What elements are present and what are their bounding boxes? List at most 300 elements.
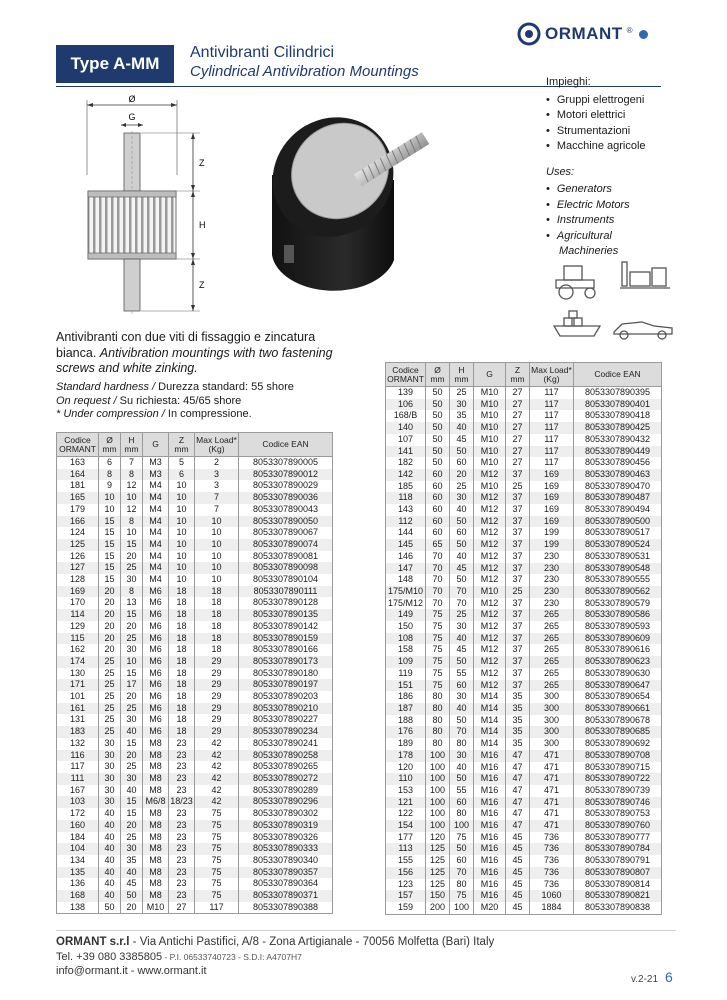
table-cell: 25 [121, 703, 143, 715]
table-cell: 20 [121, 902, 143, 914]
table-cell: 55 [450, 668, 474, 680]
table-cell: 8053307890821 [574, 890, 662, 902]
table-cell: 156 [386, 867, 426, 879]
table-row [386, 902, 662, 914]
table-cell: 100 [426, 785, 450, 797]
table-cell: 42 [195, 761, 239, 773]
table-cell: M16 [474, 762, 506, 774]
table-row [57, 480, 333, 492]
table-cell: 60 [426, 492, 450, 504]
table-cell: 181 [57, 480, 99, 492]
table-cell: 47 [506, 762, 530, 774]
table-cell: 40 [121, 726, 143, 738]
table-cell: 124 [57, 527, 99, 539]
table-cell: 8053307890012 [239, 469, 333, 481]
uses-list-it [546, 93, 646, 155]
table-cell: M3 [143, 469, 169, 481]
note-compression-en: * Under compression / [56, 408, 165, 420]
table-cell: 80 [450, 808, 474, 820]
table-cell: 15 [121, 738, 143, 750]
table-cell: 8053307890739 [574, 785, 662, 797]
table-cell: 166 [57, 516, 99, 528]
table-cell: 8053307890562 [574, 586, 662, 598]
table-cell: 40 [99, 855, 121, 867]
table-cell: 20 [121, 621, 143, 633]
table-cell: 108 [386, 633, 426, 645]
table-cell: 230 [530, 551, 574, 563]
table-cell: 50 [450, 656, 474, 668]
table-cell: 70 [426, 563, 450, 575]
table-cell: 23 [169, 843, 195, 855]
table-cell: 37 [506, 527, 530, 539]
table-cell: M12 [474, 504, 506, 516]
table-cell: 27 [506, 422, 530, 434]
header-z: Z mm [506, 363, 530, 387]
table-row [386, 715, 662, 727]
table-row [386, 703, 662, 715]
table-cell: 163 [57, 457, 99, 469]
table-cell: 155 [386, 855, 426, 867]
table-row [57, 562, 333, 574]
list-item: • Electric Motors [546, 198, 646, 214]
table-cell: 17 [121, 679, 143, 691]
table-cell: 70 [450, 726, 474, 738]
table-cell: 10 [195, 562, 239, 574]
table-cell: 20 [99, 597, 121, 609]
table-row [57, 902, 333, 914]
table-row [386, 867, 662, 879]
table-cell: 10 [99, 504, 121, 516]
table-cell: 167 [57, 785, 99, 797]
phone-line [56, 951, 302, 963]
table-cell: M20 [474, 902, 506, 914]
table-row [386, 410, 662, 422]
table-cell: 30 [121, 843, 143, 855]
table-cell: 736 [530, 855, 574, 867]
table-row [57, 785, 333, 797]
table-cell: 70 [426, 574, 450, 586]
table-cell: 112 [386, 516, 426, 528]
table-cell: 135 [57, 867, 99, 879]
table-cell: 8053307890173 [239, 656, 333, 668]
table-cell: 60 [426, 527, 450, 539]
table-row [57, 714, 333, 726]
table-cell: M4 [143, 574, 169, 586]
table-cell: 142 [386, 469, 426, 481]
table-cell: 8053307890579 [574, 598, 662, 610]
table-cell: 75 [426, 644, 450, 656]
table-cell: 103 [57, 796, 99, 808]
table-cell: 80 [450, 738, 474, 750]
table-cell: 12 [121, 504, 143, 516]
table-cell: 177 [386, 832, 426, 844]
table-cell: 8053307890180 [239, 668, 333, 680]
table-row [57, 703, 333, 715]
table-row [57, 808, 333, 820]
table-cell: 8053307890753 [574, 808, 662, 820]
table-cell: 37 [506, 504, 530, 516]
table-cell: 8053307890265 [239, 761, 333, 773]
table-cell: 40 [99, 890, 121, 902]
table-cell: 75 [450, 832, 474, 844]
table-cell: 35 [506, 738, 530, 750]
table-cell: 8053307890135 [239, 609, 333, 621]
table-cell: 30 [99, 738, 121, 750]
note-hardness-en: Standard hardness / [56, 381, 156, 393]
table-cell: 37 [506, 656, 530, 668]
table-cell: 8053307890746 [574, 797, 662, 809]
table-cell: 7 [121, 457, 143, 469]
table-cell: 30 [121, 644, 143, 656]
table-row [57, 621, 333, 633]
table-cell: 100 [426, 773, 450, 785]
company-line [56, 936, 494, 948]
table-cell: 50 [450, 539, 474, 551]
table-cell: 45 [450, 644, 474, 656]
table-cell: 8053307890166 [239, 644, 333, 656]
table-cell: 148 [386, 574, 426, 586]
table-cell: 29 [195, 726, 239, 738]
table-cell: 20 [121, 551, 143, 563]
table-cell: M6 [143, 609, 169, 621]
table-cell: M12 [474, 668, 506, 680]
table-body-left [57, 457, 333, 914]
table-cell: 10 [169, 562, 195, 574]
table-cell: 120 [386, 762, 426, 774]
table-cell: 8053307890241 [239, 738, 333, 750]
table-cell: 30 [450, 399, 474, 411]
table-cell: 37 [506, 680, 530, 692]
ship-icon [554, 311, 600, 336]
table-cell: 40 [99, 808, 121, 820]
table-cell: 37 [506, 633, 530, 645]
table-cell: 138 [57, 902, 99, 914]
table-row [57, 878, 333, 890]
table-cell: 300 [530, 726, 574, 738]
tractor-icon [556, 266, 595, 299]
table-cell: 10 [169, 504, 195, 516]
table-cell: 8053307890609 [574, 633, 662, 645]
table-cell: 30 [99, 761, 121, 773]
table-cell: 8053307890661 [574, 703, 662, 715]
table-cell: M12 [474, 469, 506, 481]
table-cell: 60 [450, 855, 474, 867]
table-cell: M16 [474, 832, 506, 844]
table-cell: M12 [474, 574, 506, 586]
table-cell: 12 [121, 480, 143, 492]
header-codice: Codice ORMANT [386, 363, 426, 387]
table-cell: 10 [169, 527, 195, 539]
table-row [386, 762, 662, 774]
table-row [386, 680, 662, 692]
table-cell: M8 [143, 773, 169, 785]
table-cell: 25 [506, 481, 530, 493]
table-cell: 60 [426, 516, 450, 528]
table-row [57, 668, 333, 680]
table-cell: M12 [474, 598, 506, 610]
table-cell: 8053307890104 [239, 574, 333, 586]
table-cell: 70 [450, 867, 474, 879]
table-cell: 7 [195, 504, 239, 516]
table-cell: M8 [143, 878, 169, 890]
table-cell: 1884 [530, 902, 574, 914]
table-cell: 25 [121, 633, 143, 645]
table-cell: 8053307890449 [574, 446, 662, 458]
table-cell: 15 [99, 527, 121, 539]
table-cell: 10 [195, 539, 239, 551]
table-cell: 115 [57, 633, 99, 645]
table-cell: M16 [474, 879, 506, 891]
table-cell: 182 [386, 457, 426, 469]
table-cell: M8 [143, 750, 169, 762]
table-cell: 265 [530, 621, 574, 633]
table-cell: 47 [506, 785, 530, 797]
table-row [57, 820, 333, 832]
table-cell: 15 [121, 539, 143, 551]
table-cell: 25 [99, 679, 121, 691]
table-cell: 117 [530, 410, 574, 422]
table-cell: 75 [195, 890, 239, 902]
table-cell: 100 [426, 762, 450, 774]
table-cell: 183 [57, 726, 99, 738]
table-cell: 125 [426, 855, 450, 867]
table-cell: M12 [474, 551, 506, 563]
table-cell: 8053307890517 [574, 527, 662, 539]
table-cell: 157 [386, 890, 426, 902]
table-row [57, 750, 333, 762]
table-cell: 126 [57, 551, 99, 563]
header-diameter: Ø mm [426, 363, 450, 387]
table-cell: 189 [386, 738, 426, 750]
table-cell: 8 [121, 469, 143, 481]
table-row [386, 504, 662, 516]
table-cell: 37 [506, 609, 530, 621]
table-cell: 25 [99, 703, 121, 715]
table-cell: 80 [426, 726, 450, 738]
table-cell: 18 [195, 644, 239, 656]
table-cell: 101 [57, 691, 99, 703]
table-cell: 45 [506, 855, 530, 867]
contact-line: info@ormant.it - www.ormant.it [56, 965, 207, 977]
table-cell: 8053307890340 [239, 855, 333, 867]
table-cell: 130 [57, 668, 99, 680]
table-cell: 143 [386, 504, 426, 516]
table-cell: 100 [426, 808, 450, 820]
table-cell: 18 [195, 586, 239, 598]
dim-diameter-label: Ø [128, 95, 136, 104]
table-cell: 8053307890432 [574, 434, 662, 446]
table-cell: 40 [99, 878, 121, 890]
table-cell: 8053307890760 [574, 820, 662, 832]
table-cell: 230 [530, 598, 574, 610]
header-h: H mm [121, 433, 143, 457]
table-cell: M12 [474, 492, 506, 504]
table-cell: M10 [143, 902, 169, 914]
table-cell: 8053307890708 [574, 750, 662, 762]
title-english: Cylindrical Antivibration Mountings [190, 63, 419, 80]
description-en: Antivibration mountings with two fastening screws and white zinking. [56, 345, 333, 375]
table-cell: 122 [386, 808, 426, 820]
table-cell: 75 [426, 680, 450, 692]
table-row [386, 586, 662, 598]
table-cell: 25 [99, 714, 121, 726]
table-cell: 8053307890500 [574, 516, 662, 528]
uses-list-en [546, 182, 646, 260]
table-cell: 25 [450, 481, 474, 493]
table-cell: 20 [121, 750, 143, 762]
table-cell: 20 [450, 469, 474, 481]
table-row [57, 586, 333, 598]
table-cell: 27 [506, 434, 530, 446]
table-row [386, 738, 662, 750]
table-cell: M6 [143, 621, 169, 633]
table-cell: 140 [386, 422, 426, 434]
table-cell: 131 [57, 714, 99, 726]
table-row [386, 609, 662, 621]
table-cell: 9 [99, 480, 121, 492]
dim-z-top-label: Z [199, 158, 205, 168]
table-cell: 29 [195, 668, 239, 680]
list-item: • Generators [546, 182, 646, 198]
table-cell: 18/23 [170, 796, 193, 807]
table-cell: 100 [426, 797, 450, 809]
registered-mark: ® [626, 25, 633, 35]
table-cell: M12 [474, 539, 506, 551]
table-cell: M14 [474, 715, 506, 727]
product-description [56, 330, 356, 377]
table-cell: 30 [450, 492, 474, 504]
table-cell: 119 [386, 668, 426, 680]
header-codice: Codice ORMANT [57, 433, 99, 457]
table-cell: M12 [474, 527, 506, 539]
table-cell: 5 [169, 457, 195, 469]
table-cell: 45 [506, 832, 530, 844]
table-cell: 75 [195, 820, 239, 832]
table-cell: 136 [57, 878, 99, 890]
header-h: H mm [450, 363, 474, 387]
table-cell: 23 [169, 890, 195, 902]
table-cell: 8053307890715 [574, 762, 662, 774]
table-cell: 162 [57, 644, 99, 656]
table-cell: 170 [57, 597, 99, 609]
table-cell: 8053307890272 [239, 773, 333, 785]
table-cell: 8053307890838 [574, 902, 662, 914]
table-row [386, 598, 662, 610]
table-cell: 146 [386, 551, 426, 563]
table-cell: M8 [143, 738, 169, 750]
table-cell: 65 [426, 539, 450, 551]
uses-panel [546, 75, 646, 260]
table-cell: 75 [195, 867, 239, 879]
table-cell: 8053307890043 [239, 504, 333, 516]
table-cell: 8053307890586 [574, 609, 662, 621]
table-cell: M12 [474, 516, 506, 528]
table-row [57, 726, 333, 738]
table-cell: 265 [530, 609, 574, 621]
table-cell: 42 [195, 796, 239, 808]
header-g: G [143, 433, 169, 457]
table-cell: M6 [143, 668, 169, 680]
table-cell: M16 [474, 855, 506, 867]
phone-number: Tel. +39 080 3385805 [56, 951, 163, 963]
table-cell: M10 [474, 422, 506, 434]
table-cell: 25 [121, 832, 143, 844]
table-cell: 164 [57, 469, 99, 481]
dim-z-bottom-label: Z [199, 280, 205, 290]
table-row [386, 820, 662, 832]
table-row [386, 539, 662, 551]
table-cell: 40 [121, 867, 143, 879]
table-cell: 8053307890302 [239, 808, 333, 820]
table-cell: 117 [530, 422, 574, 434]
spec-table-right [385, 362, 662, 915]
table-cell: 40 [99, 843, 121, 855]
table-cell: M16 [474, 808, 506, 820]
table-cell: 169 [530, 469, 574, 481]
table-cell: 139 [386, 387, 426, 399]
table-cell: 42 [195, 750, 239, 762]
table-cell: 75 [195, 878, 239, 890]
table-row [386, 492, 662, 504]
table-row [386, 691, 662, 703]
factory-icon [620, 262, 670, 288]
table-cell: 10 [195, 551, 239, 563]
table-row [386, 843, 662, 855]
table-cell: 15 [99, 551, 121, 563]
list-item: • Macchine agricole [546, 139, 646, 155]
table-cell: 200 [426, 902, 450, 914]
table-cell: 107 [386, 434, 426, 446]
table-cell: 117 [530, 387, 574, 399]
table-cell: M4 [143, 562, 169, 574]
table-cell: 175/M10 [386, 586, 426, 598]
table-cell: 10 [195, 527, 239, 539]
list-item: • Agricultural Machineries [546, 229, 646, 260]
table-row [57, 656, 333, 668]
table-cell: 179 [57, 504, 99, 516]
table-cell: 199 [530, 539, 574, 551]
table-cell: 127 [57, 562, 99, 574]
table-cell: M12 [474, 621, 506, 633]
table-cell: 70 [426, 551, 450, 563]
table-cell: 8053307890081 [239, 551, 333, 563]
table-cell: 265 [530, 644, 574, 656]
table-cell: 15 [121, 668, 143, 680]
table-cell: 15 [99, 574, 121, 586]
table-row [57, 867, 333, 879]
table-cell: 8053307890357 [239, 867, 333, 879]
table-cell: M16 [474, 867, 506, 879]
table-cell: 265 [530, 668, 574, 680]
car-icon [614, 322, 672, 339]
table-cell: 50 [450, 516, 474, 528]
table-cell: M6 [143, 656, 169, 668]
table-cell: M10 [474, 387, 506, 399]
table-cell: 150 [426, 890, 450, 902]
table-cell: M6 [143, 597, 169, 609]
table-cell: 50 [426, 387, 450, 399]
table-cell: 8 [121, 516, 143, 528]
table-cell: 149 [386, 609, 426, 621]
table-cell: 70 [426, 586, 450, 598]
table-row [386, 656, 662, 668]
table-cell: M10 [474, 586, 506, 598]
table-row [57, 738, 333, 750]
table-cell: 8053307890777 [574, 832, 662, 844]
table-cell: 10 [121, 527, 143, 539]
table-cell: 30 [99, 796, 121, 808]
table-cell: 199 [530, 527, 574, 539]
